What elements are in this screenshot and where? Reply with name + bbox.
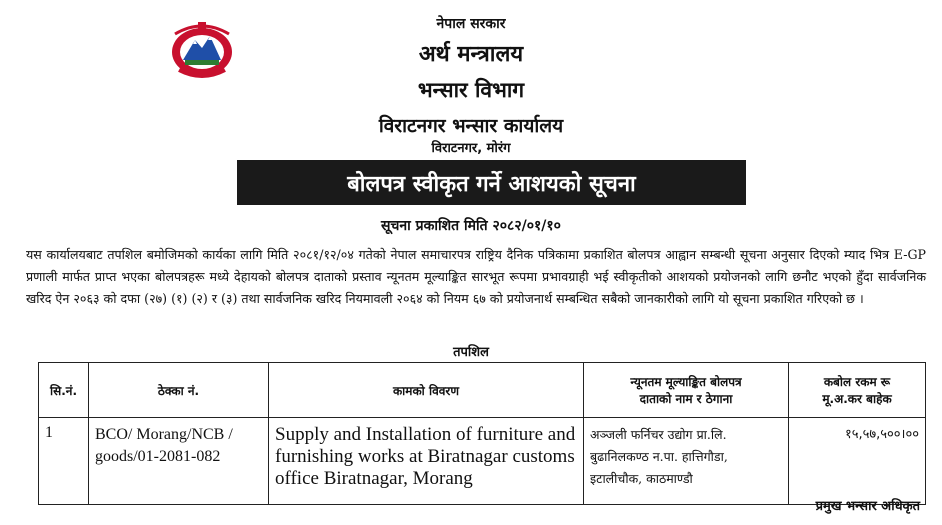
- col-header-vendor: [584, 363, 789, 418]
- col-header-amount: [789, 363, 926, 418]
- cell-sn: 1: [39, 418, 89, 505]
- signatory: प्रमुख भन्सार अधिकृत: [815, 499, 920, 514]
- col-header-vendor-line1: न्यूनतम मूल्याङ्कित बोलपत्र: [630, 375, 742, 389]
- government-name: नेपाल सरकार: [436, 16, 506, 32]
- details-heading: तपशिल: [453, 345, 489, 360]
- col-header-sn: सि.नं.: [39, 363, 89, 418]
- col-header-amount-line2: मू.अ.कर बाहेक: [822, 392, 892, 406]
- department-name: भन्सार विभाग: [417, 78, 525, 102]
- notice-title: बोलपत्र स्वीकृत गर्ने आशयको सूचना: [347, 171, 636, 197]
- office-location: विराटनगर, मोरंग: [431, 141, 511, 156]
- cell-vendor: अञ्जली फर्निचर उद्योग प्रा.लि. बुढानिलकण्ठ न.पा. हात्तिगौडा, इटालीचौक, काठमाण्डौ: [584, 418, 789, 505]
- office-name: विराटनगर भन्सार कार्यालय: [378, 115, 564, 137]
- cell-contract-no: BCO/ Morang/NCB / goods/01-2081-082: [89, 418, 269, 505]
- col-header-amount-line1: कबोल रकम रू: [823, 375, 891, 389]
- col-header-work: कामको विवरण: [269, 363, 584, 418]
- cell-work: Supply and Installation of furniture and furnishing works at Biratnagar customs office Biratnagar, Morang: [269, 418, 584, 505]
- col-header-vendor-line2: दाताको नाम र ठेगाना: [639, 392, 733, 406]
- table-row: [39, 418, 926, 505]
- notice-body: यस कार्यालयबाट तपशिल बमोजिमको कार्यका लागि मिति २०८१/१२/०४ गतेको नेपाल समाचारपत्र राष्ट्रिय दैनिक पत्रिकामा प्रकाशित बोलपत्र आह्वान सम्बन्धी सूचना अनुसार दिएको म्याद भित्र E-GP प्रणाली मार्फत प्राप्त भएका बोलपत्रहरू मध्ये देहायको बोलपत्र दाताको प्रस्ताव न्यूनतम मूल्याङ्कित सारभूत रूपमा प्रभावग्राही भई स्वीकृतीको आशयको प्रयोजनको लागि छनौट भएको हुँदा सार्वजनिक खरिद ऐन २०६३ को दफा (२७) (१) (२) र (३) तथा सार्वजनिक खरिद नियमावली २०६४ को नियम ६७ को प्रयोजनार्थ सम्बन्धित सबैको जानकारीको लागि यो सूचना प्रकाशित गरिएको छ ।: [26, 247, 926, 306]
- notice-title-banner: [237, 160, 746, 205]
- ministry-name: अर्थ मन्त्रालय: [418, 42, 524, 67]
- published-date: सूचना प्रकाशित मिति २०८२/०१/१०: [381, 218, 561, 234]
- table-header-row: [39, 363, 926, 418]
- details-table: [38, 362, 926, 505]
- col-header-contract-no: ठेक्का नं.: [89, 363, 269, 418]
- cell-amount: १५,५७,५००।००: [789, 418, 926, 505]
